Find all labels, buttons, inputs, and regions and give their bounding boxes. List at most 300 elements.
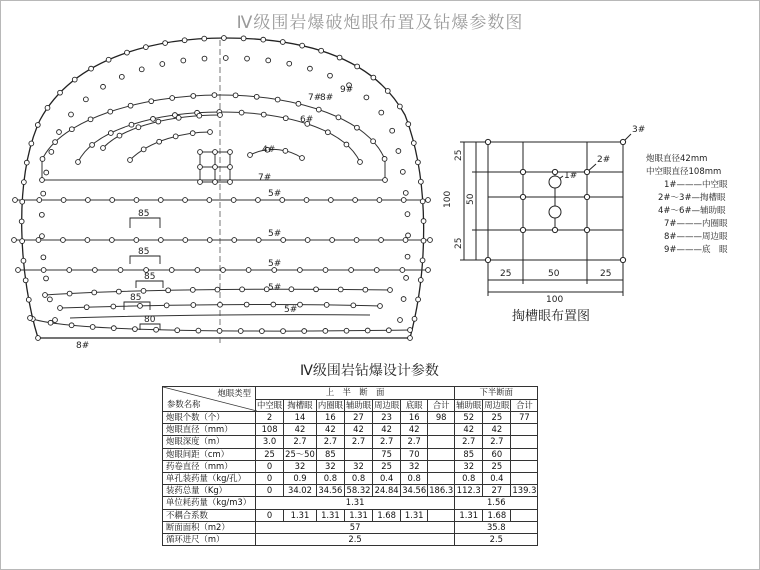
legend-line: 2#～3#—掏槽眼 bbox=[658, 193, 726, 203]
blast-hole bbox=[231, 198, 236, 203]
blast-hole bbox=[239, 110, 244, 115]
hole-label: 7# bbox=[308, 93, 322, 103]
table-cell: 2.7 bbox=[483, 436, 511, 448]
column-header: 底眼 bbox=[401, 399, 428, 412]
blast-hole bbox=[256, 238, 261, 243]
legend-line: 炮眼直径42mm bbox=[646, 154, 708, 164]
blast-hole bbox=[338, 287, 343, 292]
blast-hole bbox=[69, 112, 74, 117]
blast-hole bbox=[323, 329, 328, 334]
blast-hole bbox=[106, 57, 111, 62]
table-cell: 0 bbox=[256, 485, 284, 497]
blast-hole bbox=[198, 180, 203, 185]
blast-hole bbox=[388, 288, 393, 293]
column-header: 合计 bbox=[511, 399, 538, 412]
blast-hole bbox=[403, 191, 408, 196]
blast-hole bbox=[84, 305, 89, 310]
blast-hole bbox=[355, 64, 360, 69]
blast-hole bbox=[336, 115, 341, 120]
table-cell-lower: 2.5 bbox=[455, 533, 538, 545]
blast-hole bbox=[207, 198, 212, 203]
blast-hole bbox=[374, 268, 379, 273]
blast-hole bbox=[45, 105, 50, 110]
blast-hole bbox=[222, 36, 227, 41]
blast-hole bbox=[213, 165, 218, 170]
blast-hole bbox=[119, 74, 124, 79]
blast-hole bbox=[39, 212, 44, 217]
legend-line: 4#～6#—辅助眼 bbox=[658, 206, 726, 216]
blast-hole bbox=[401, 297, 406, 302]
blast-hole bbox=[406, 122, 411, 127]
blast-hole bbox=[36, 238, 41, 243]
blast-hole bbox=[16, 268, 21, 273]
blast-hole bbox=[136, 125, 141, 130]
blast-hole bbox=[129, 122, 134, 127]
blast-hole bbox=[300, 156, 305, 161]
table-cell: 25 bbox=[483, 460, 511, 472]
blast-hole bbox=[37, 198, 42, 203]
blast-hole bbox=[85, 238, 90, 243]
table-cell: 0.4 bbox=[483, 472, 511, 484]
blast-hole bbox=[166, 288, 171, 293]
dim-label: 100 bbox=[546, 295, 564, 305]
blast-hole bbox=[156, 119, 161, 124]
blast-hole bbox=[314, 287, 319, 292]
blast-hole bbox=[218, 113, 223, 118]
dim-label: 100 bbox=[443, 190, 453, 208]
blast-hole bbox=[398, 318, 403, 323]
blast-hole bbox=[20, 199, 25, 204]
blast-hole bbox=[128, 158, 133, 163]
table-cell: 25～50 bbox=[285, 448, 315, 459]
blast-hole bbox=[330, 238, 335, 243]
cut-hole bbox=[520, 194, 525, 199]
blast-hole bbox=[202, 36, 207, 41]
blast-hole bbox=[36, 336, 41, 341]
blast-hole bbox=[108, 131, 113, 136]
table-row bbox=[163, 497, 538, 509]
blast-hole bbox=[390, 128, 395, 133]
table-cell bbox=[511, 424, 538, 436]
blast-hole bbox=[133, 327, 138, 332]
table-row bbox=[163, 436, 538, 448]
table-cell: 1.68 bbox=[483, 509, 511, 521]
table-cell: 34.56 bbox=[316, 485, 344, 497]
hole-row-arc bbox=[130, 132, 210, 160]
blast-hole bbox=[24, 160, 29, 165]
table-cell: 1.31 bbox=[344, 509, 372, 521]
table-cell: 1.68 bbox=[373, 509, 401, 521]
table-cell: 42 bbox=[483, 424, 511, 436]
blast-hole bbox=[176, 115, 181, 120]
table-cell: 112.3 bbox=[455, 485, 483, 497]
blast-hole bbox=[232, 238, 237, 243]
hole-label: 5# bbox=[268, 259, 282, 269]
blast-hole bbox=[151, 117, 156, 122]
blast-hole bbox=[364, 95, 369, 100]
blast-hole bbox=[421, 219, 426, 224]
blast-hole bbox=[354, 238, 359, 243]
blast-hole bbox=[351, 303, 356, 308]
legend bbox=[646, 153, 728, 257]
blast-hole bbox=[248, 153, 253, 158]
blast-hole bbox=[378, 304, 383, 309]
table-row bbox=[163, 472, 538, 484]
blast-hole bbox=[23, 278, 28, 283]
table-cell: 2.7 bbox=[316, 436, 344, 448]
blast-hole bbox=[228, 180, 233, 185]
table-row bbox=[163, 412, 538, 424]
blast-hole bbox=[90, 143, 95, 148]
table-cell bbox=[511, 509, 538, 521]
blast-hole bbox=[139, 67, 144, 72]
blast-hole bbox=[61, 238, 66, 243]
cut-hole bbox=[552, 169, 557, 174]
spacing-label: 80 bbox=[144, 315, 156, 325]
blast-hole bbox=[298, 302, 303, 307]
table-row bbox=[163, 424, 538, 436]
blast-hole bbox=[158, 238, 163, 243]
blast-hole bbox=[49, 149, 54, 154]
blast-hole bbox=[228, 150, 233, 155]
table-cell bbox=[511, 472, 538, 484]
blast-hole bbox=[324, 302, 329, 307]
legend-line: 1#———中空眼 bbox=[664, 180, 728, 190]
spacing-bracket bbox=[130, 256, 160, 264]
table-cell: 16 bbox=[401, 412, 428, 424]
column-header: 周边眼 bbox=[374, 399, 400, 410]
blast-hole bbox=[198, 165, 203, 170]
blast-hole bbox=[19, 219, 24, 224]
blast-hole bbox=[271, 302, 276, 307]
blast-hole bbox=[111, 326, 116, 331]
table-cell: 25 bbox=[373, 460, 401, 472]
blast-hole bbox=[202, 56, 207, 61]
table-row bbox=[163, 521, 538, 533]
blast-hole bbox=[382, 157, 387, 162]
blast-hole bbox=[40, 157, 45, 162]
blast-hole bbox=[383, 178, 388, 183]
legend-line: 9#———底 眼 bbox=[664, 245, 728, 255]
table-cell: 42 bbox=[401, 424, 428, 436]
blast-hole bbox=[191, 303, 196, 308]
table-cell: 75 bbox=[373, 448, 401, 460]
blast-hole bbox=[296, 101, 301, 106]
blast-hole bbox=[43, 293, 48, 298]
blast-hole bbox=[275, 97, 280, 102]
table-cell: 0 bbox=[256, 472, 284, 484]
blast-hole bbox=[164, 303, 169, 308]
blast-hole bbox=[254, 94, 259, 99]
blast-hole bbox=[396, 149, 401, 154]
blast-hole bbox=[289, 287, 294, 292]
table-corner bbox=[163, 387, 256, 412]
row-name: 炮眼个数（个） bbox=[163, 412, 256, 424]
blast-hole bbox=[371, 75, 376, 80]
table-cell bbox=[428, 448, 455, 460]
cut-detail-caption: 掏槽眼布置图 bbox=[512, 309, 591, 324]
corner-top-label: 炮眼类型 bbox=[217, 388, 251, 398]
blast-hole bbox=[21, 258, 26, 263]
blast-hole bbox=[35, 123, 40, 128]
cut-hole bbox=[584, 169, 589, 174]
blast-hole bbox=[190, 287, 195, 292]
blast-hole bbox=[53, 140, 58, 145]
blast-hole bbox=[29, 141, 34, 146]
blast-hole bbox=[405, 254, 410, 259]
blast-hole bbox=[58, 90, 63, 95]
blast-hole bbox=[13, 198, 18, 203]
blasting-parameter-table bbox=[162, 386, 538, 546]
blast-hole bbox=[420, 199, 425, 204]
table-cell: 25 bbox=[483, 412, 511, 424]
table-cell: 186.3 bbox=[429, 485, 454, 496]
blast-hole bbox=[197, 113, 202, 118]
blast-hole bbox=[92, 290, 97, 295]
blast-hole bbox=[169, 268, 174, 273]
table-cell: 0.8 bbox=[401, 472, 428, 484]
cut-hole bbox=[620, 257, 625, 262]
table-cell: 32 bbox=[455, 460, 483, 472]
blast-hole bbox=[72, 77, 77, 82]
blast-hole bbox=[363, 287, 368, 292]
blast-hole bbox=[246, 268, 251, 273]
spacing-label: 85 bbox=[138, 209, 150, 219]
blast-hole bbox=[208, 130, 213, 135]
blast-hole bbox=[101, 84, 106, 89]
blast-hole bbox=[353, 198, 358, 203]
blast-hole bbox=[88, 117, 93, 122]
blast-hole bbox=[408, 336, 413, 341]
table-cell: 0.8 bbox=[455, 472, 483, 484]
blast-hole bbox=[47, 297, 52, 302]
blast-hole bbox=[28, 316, 33, 321]
blast-hole bbox=[181, 58, 186, 63]
blast-hole bbox=[58, 306, 63, 311]
dim-label: 25 bbox=[454, 237, 464, 249]
blast-hole bbox=[223, 56, 228, 61]
table-cell bbox=[428, 509, 455, 521]
table-cell: 1.31 bbox=[401, 509, 428, 521]
blast-hole bbox=[215, 287, 220, 292]
table-cell: 34.02 bbox=[284, 485, 317, 497]
column-header: 掏槽眼 bbox=[284, 399, 317, 412]
blast-hole bbox=[404, 275, 409, 280]
blast-hole bbox=[302, 329, 307, 334]
hole-label: 8# bbox=[320, 93, 334, 103]
blast-hole bbox=[26, 297, 31, 302]
blast-hole bbox=[259, 329, 264, 334]
table-cell bbox=[428, 460, 455, 472]
blast-hole bbox=[281, 329, 286, 334]
table-cell: 85 bbox=[455, 448, 483, 460]
table-cell: 0 bbox=[256, 460, 284, 472]
table-cell: 16 bbox=[316, 412, 344, 424]
blast-hole bbox=[349, 268, 354, 273]
table-cell: 32 bbox=[316, 460, 344, 472]
blast-hole bbox=[328, 198, 333, 203]
blast-hole bbox=[365, 328, 370, 333]
blast-hole bbox=[256, 198, 261, 203]
row-name: 单位耗药量（kg/m3） bbox=[163, 497, 256, 509]
hole-label: 4# bbox=[262, 145, 276, 155]
cut-hole bbox=[520, 169, 525, 174]
blast-hole bbox=[125, 50, 130, 55]
blast-hole bbox=[207, 238, 212, 243]
table-cell: 32 bbox=[284, 460, 317, 472]
row-name: 炮眼间距（cm） bbox=[163, 448, 256, 460]
table-cell-lower: 1.56 bbox=[455, 497, 538, 509]
table-cell: 0.9 bbox=[284, 472, 317, 484]
row-name: 不耦合系数 bbox=[163, 509, 256, 521]
blast-hole bbox=[233, 93, 238, 98]
table-cell: 2.7 bbox=[455, 436, 483, 448]
blast-hole bbox=[57, 130, 62, 135]
table-cell: 0.8 bbox=[344, 472, 372, 484]
blast-hole bbox=[283, 116, 288, 121]
blast-hole bbox=[403, 238, 408, 243]
table-cell bbox=[511, 448, 538, 460]
blast-hole bbox=[134, 198, 139, 203]
table-cell: 32 bbox=[344, 460, 372, 472]
blast-hole bbox=[21, 180, 26, 185]
blast-hole bbox=[408, 328, 413, 333]
blast-hole bbox=[183, 198, 188, 203]
blast-hole bbox=[400, 268, 405, 273]
table-row bbox=[163, 485, 538, 497]
blast-hole bbox=[355, 125, 360, 130]
blast-hole bbox=[76, 160, 81, 165]
figure-title: Ⅳ级围岩爆破炮眼布置及钻爆参数图 bbox=[236, 13, 524, 33]
blast-hole bbox=[221, 268, 226, 273]
table-title: Ⅳ级围岩钻爆设计参数 bbox=[300, 363, 439, 379]
table-cell: 1.31 bbox=[284, 509, 317, 521]
hole-label: 2# bbox=[597, 155, 611, 165]
blast-hole bbox=[116, 289, 121, 294]
blast-hole bbox=[143, 45, 148, 50]
blast-hole bbox=[157, 139, 162, 144]
blast-hole bbox=[118, 268, 123, 273]
table-cell: 3.0 bbox=[256, 436, 284, 448]
table-cell: 2.7 bbox=[373, 436, 401, 448]
blast-hole bbox=[69, 323, 74, 328]
blast-hole bbox=[344, 142, 349, 147]
column-header: 辅助眼 bbox=[345, 399, 372, 410]
table-cell: 42 bbox=[284, 424, 317, 436]
blast-hole bbox=[418, 179, 423, 184]
table-cell: 1.31 bbox=[455, 509, 483, 521]
table-cell: 2.7 bbox=[284, 436, 317, 448]
table-cell: 42 bbox=[344, 424, 372, 436]
blast-hole bbox=[308, 66, 313, 71]
blast-hole bbox=[173, 134, 178, 139]
table-row bbox=[163, 533, 538, 545]
table-cell: 0.8 bbox=[316, 472, 344, 484]
blast-hole bbox=[300, 43, 305, 48]
blast-hole bbox=[191, 94, 196, 99]
blast-hole bbox=[48, 320, 53, 325]
hole-label: 1# bbox=[564, 171, 578, 181]
blast-hole bbox=[160, 62, 165, 67]
table-row bbox=[163, 448, 538, 460]
blast-hole bbox=[41, 268, 46, 273]
blast-hole bbox=[20, 239, 25, 244]
lower-section-header: 下半断面 bbox=[455, 387, 538, 400]
table-cell bbox=[428, 436, 455, 448]
blast-hole bbox=[198, 150, 203, 155]
table-cell: 34.56 bbox=[402, 485, 427, 496]
blast-hole bbox=[323, 268, 328, 273]
row-name: 循环进尺（m） bbox=[163, 533, 256, 545]
blast-hole bbox=[213, 180, 218, 185]
column-header: 合计 bbox=[428, 399, 455, 412]
blast-hole bbox=[377, 198, 382, 203]
blast-hole bbox=[190, 131, 195, 136]
table-cell: 27 bbox=[344, 412, 372, 424]
dim-label: 25 bbox=[500, 269, 512, 279]
spacing-label: 85 bbox=[130, 293, 142, 303]
blast-hole bbox=[358, 160, 363, 165]
blast-hole bbox=[101, 146, 106, 151]
table-row bbox=[163, 460, 538, 472]
blast-hole bbox=[371, 139, 376, 144]
blast-hole bbox=[89, 66, 94, 71]
hole-label: 5# bbox=[268, 283, 282, 293]
blast-hole bbox=[41, 191, 46, 196]
table-cell: 14 bbox=[284, 412, 317, 424]
blast-hole bbox=[67, 268, 72, 273]
row-name: 药卷直径（mm） bbox=[163, 460, 256, 472]
cut-hole bbox=[584, 227, 589, 232]
upper-section-header: 上 半 断 面 bbox=[256, 387, 455, 400]
table-cell: 24.84 bbox=[373, 485, 401, 497]
legend-line: 8#———周边眼 bbox=[664, 232, 728, 242]
blast-hole bbox=[92, 268, 97, 273]
table-cell: 77 bbox=[511, 412, 538, 424]
blast-hole bbox=[40, 234, 45, 239]
row-name: 单孔装药量（kg/孔） bbox=[163, 472, 256, 484]
table-cell: 42 bbox=[316, 424, 344, 436]
row-name: 装药总量（Kg） bbox=[163, 485, 256, 497]
blast-hole bbox=[405, 212, 410, 217]
blast-hole bbox=[325, 130, 330, 135]
blast-hole bbox=[196, 328, 201, 333]
blast-hole bbox=[418, 278, 423, 283]
dim-label: 50 bbox=[466, 193, 476, 205]
spacing-label: 85 bbox=[138, 247, 150, 257]
blast-hole bbox=[141, 288, 146, 293]
blast-hole bbox=[69, 127, 74, 132]
blast-hole bbox=[420, 258, 425, 263]
blast-hole bbox=[108, 109, 113, 114]
column-header: 中空眼 bbox=[257, 399, 283, 410]
spacing-bracket bbox=[130, 218, 160, 228]
blast-hole bbox=[304, 198, 309, 203]
blast-hole bbox=[134, 238, 139, 243]
hole-row-arc bbox=[70, 315, 370, 318]
row-name: 炮眼直径（mm） bbox=[163, 424, 256, 436]
blast-hole bbox=[305, 238, 310, 243]
blast-hole bbox=[328, 73, 333, 78]
blast-hole bbox=[44, 170, 49, 175]
table-cell: 60 bbox=[483, 448, 511, 460]
hole-label: 9# bbox=[340, 85, 354, 95]
blast-hole bbox=[138, 303, 143, 308]
cut-hole bbox=[584, 194, 589, 199]
blast-hole bbox=[183, 238, 188, 243]
table-cell-lower: 35.8 bbox=[455, 521, 538, 533]
hole-label: 7# bbox=[258, 173, 272, 183]
